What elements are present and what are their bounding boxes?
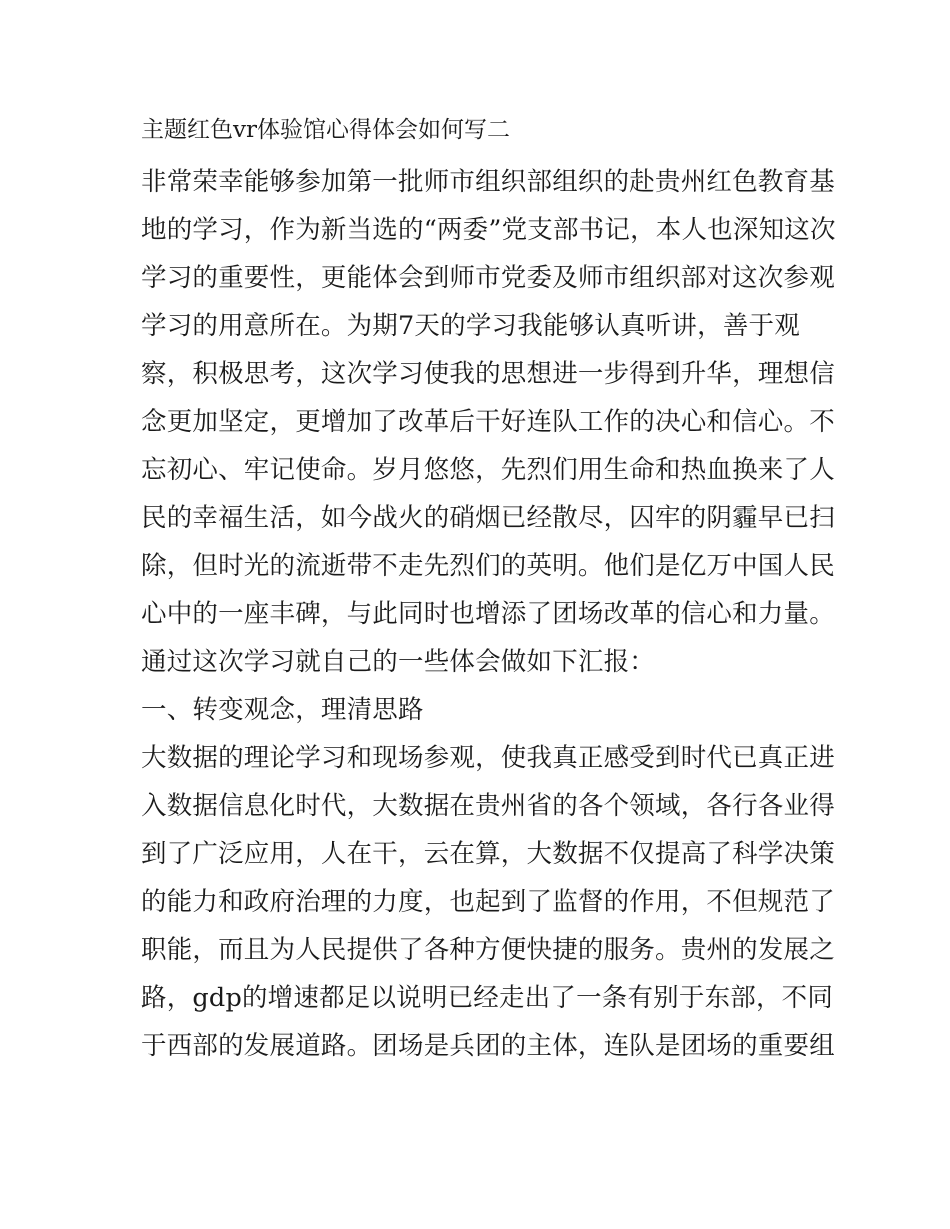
document-title: 主题红色vr体验馆心得体会如何写二 (141, 117, 510, 143)
body-line: 地的学习，作为新当选的“两委”党支部书记，本人也深知这次 (141, 215, 836, 245)
body-line: 路，gdp的增速都足以说明已经走出了一条有别于东部，不同 (141, 983, 834, 1013)
body-line: 入数据信息化时代，大数据在贵州省的各个领域，各行各业得 (141, 791, 835, 821)
body-line: 非常荣幸能够参加第一批师市组织部组织的赴贵州红色教育基 (141, 167, 835, 197)
body-line: 职能，而且为人民提供了各种方便快捷的服务。贵州的发展之 (141, 935, 835, 965)
body-line: 于西部的发展道路。团场是兵团的主体，连队是团场的重要组 (141, 1031, 835, 1061)
body-line: 大数据的理论学习和现场参观，使我真正感受到时代已真正进 (141, 743, 835, 773)
body-line: 民的幸福生活，如今战火的硝烟已经散尽，囚牢的阴霾早已扫 (141, 503, 835, 533)
body-line: 念更加坚定，更增加了改革后干好连队工作的决心和信心。不 (141, 407, 835, 437)
body-line: 察，积极思考，这次学习使我的思想进一步得到升华，理想信 (141, 359, 835, 389)
body-line: 的能力和政府治理的力度，也起到了监督的作用，不但规范了 (141, 887, 835, 917)
body-line: 通过这次学习就自己的一些体会做如下汇报： (141, 647, 656, 677)
body-line: 心中的一座丰碑，与此同时也增添了团场改革的信心和力量。 (141, 599, 835, 629)
body-line: 忘初心、牢记使命。岁月悠悠，先烈们用生命和热血换来了人 (141, 455, 835, 485)
section-heading: 一、转变观念，理清思路 (141, 695, 424, 725)
body-line: 学习的重要性，更能体会到师市党委及师市组织部对这次参观 (141, 263, 835, 293)
body-line: 除，但时光的流逝带不走先烈们的英明。他们是亿万中国人民 (141, 551, 835, 581)
body-line: 学习的用意所在。为期7天的学习我能够认真听讲，善于观 (141, 311, 800, 341)
body-line: 到了广泛应用，人在干，云在算，大数据不仅提高了科学决策 (141, 839, 835, 869)
